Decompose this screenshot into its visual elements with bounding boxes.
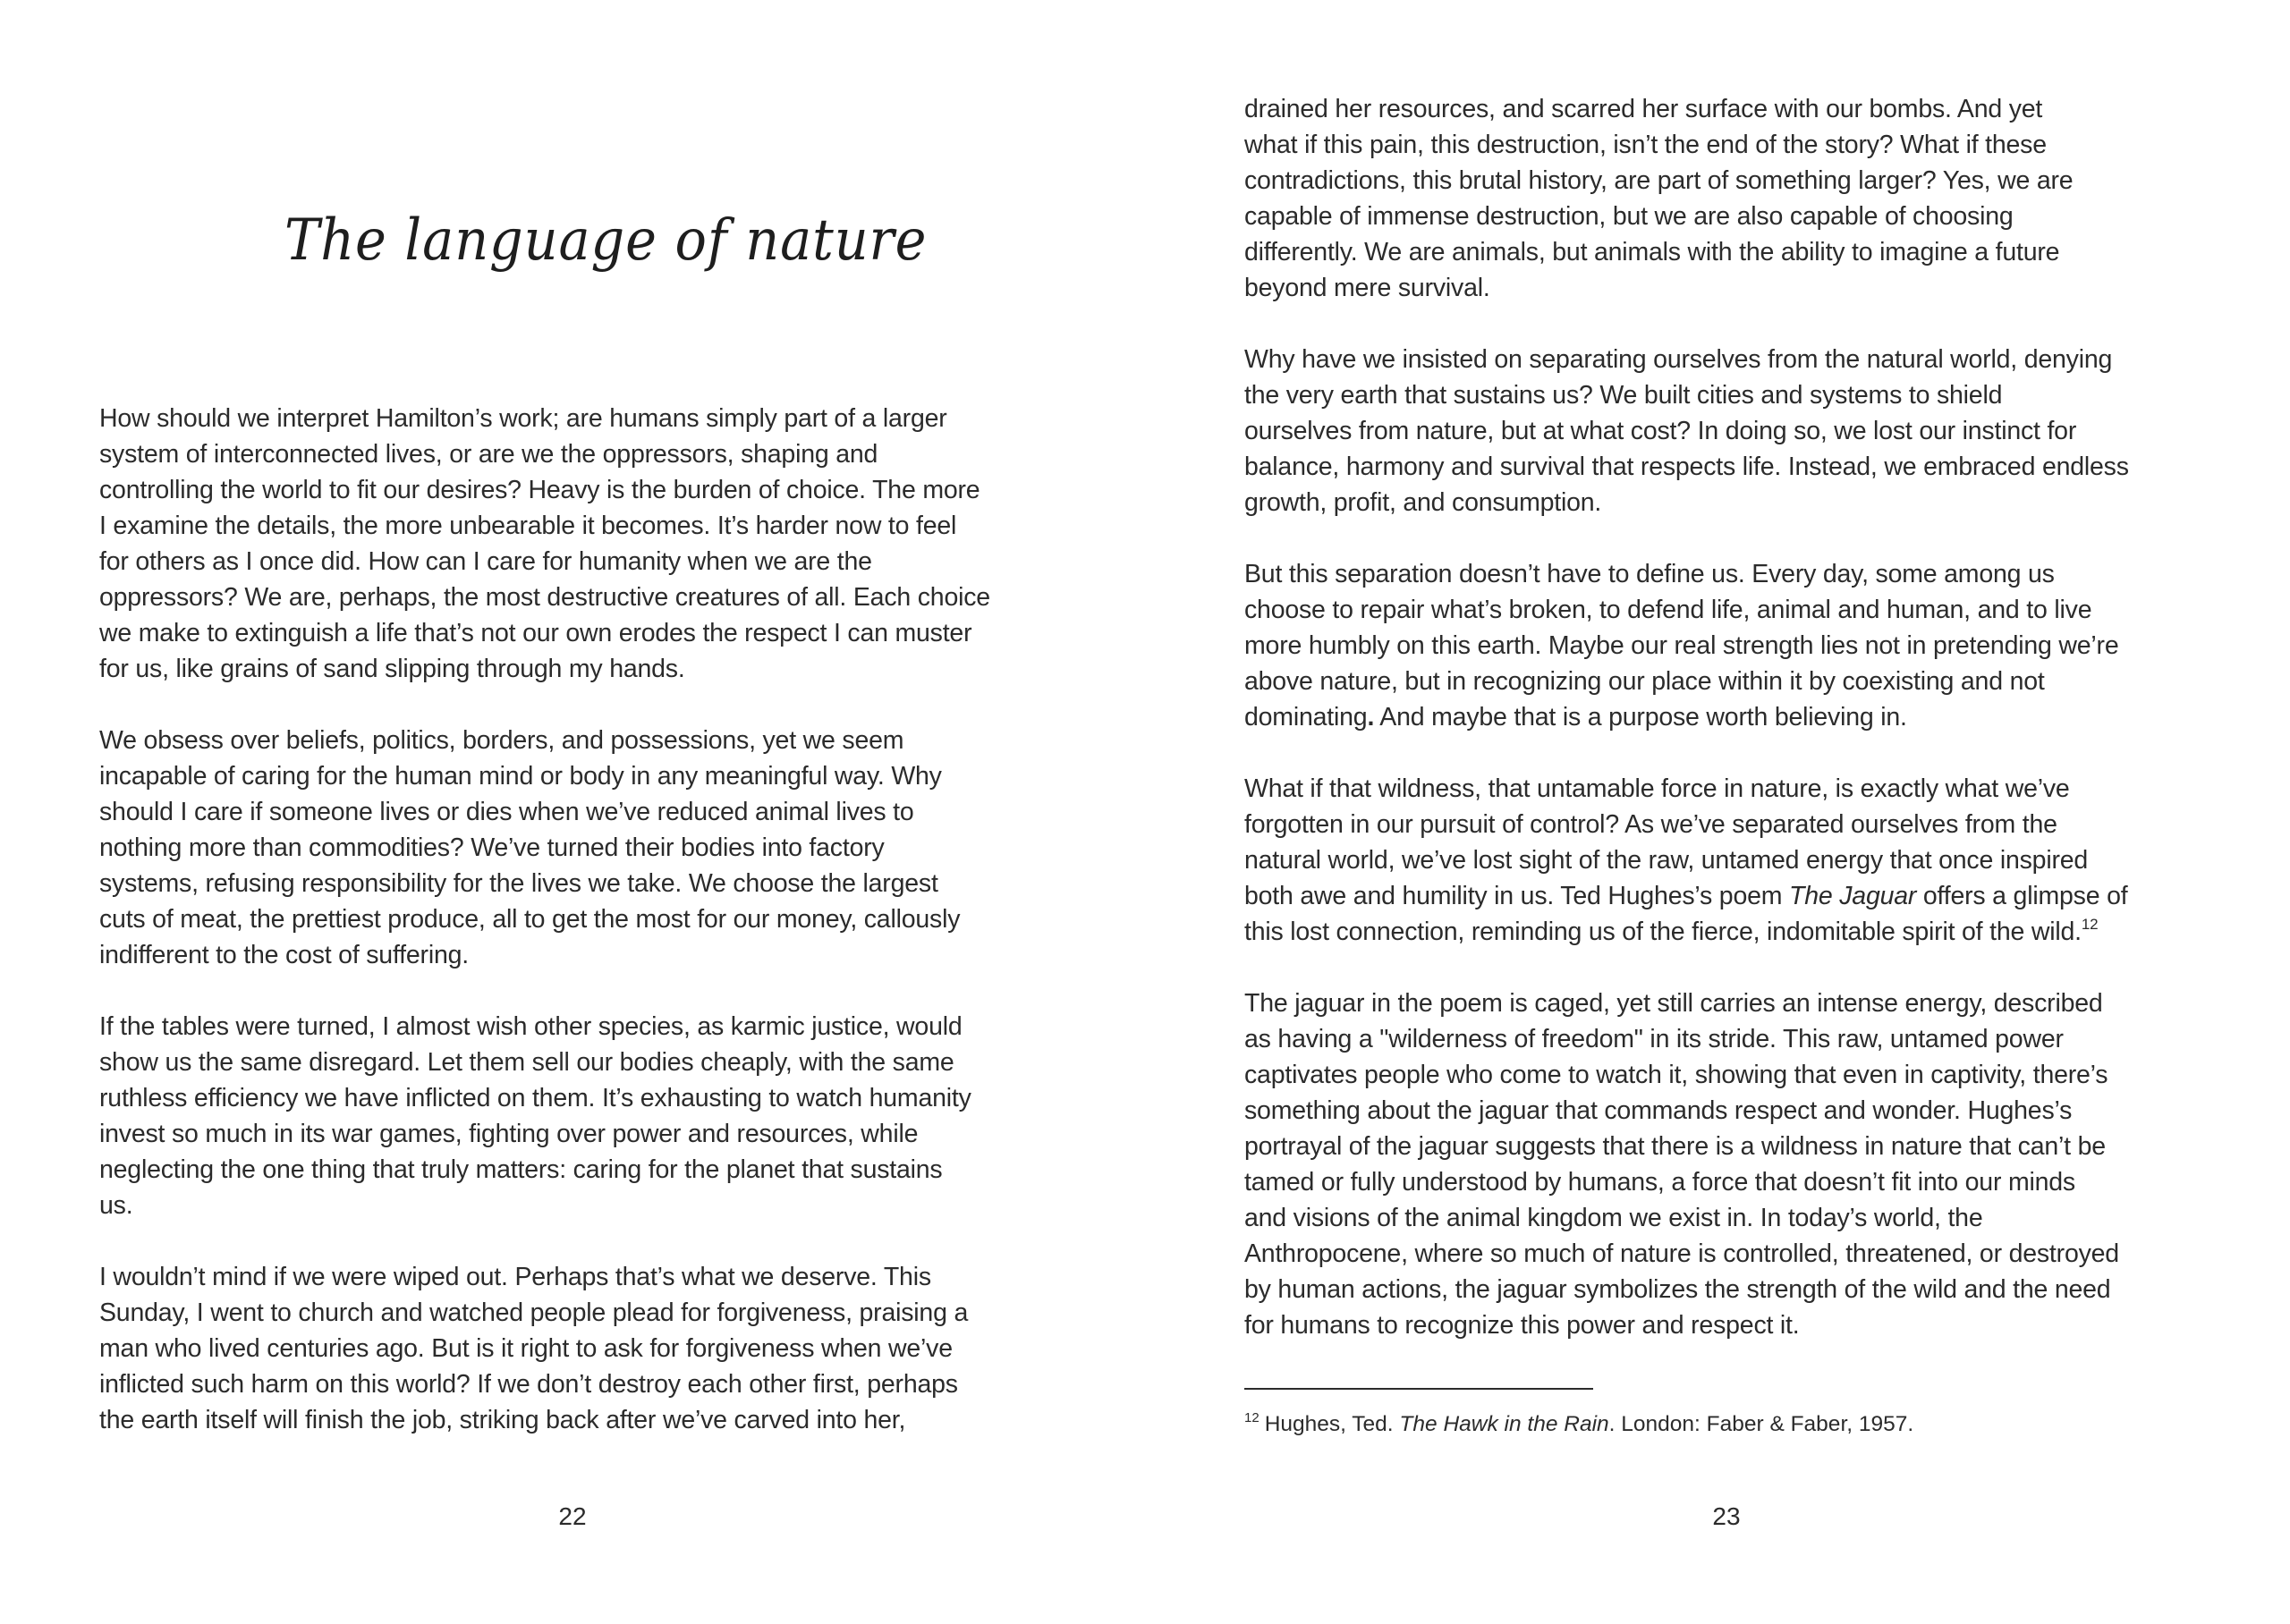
text-line: by human actions, the jaguar symbolizes the strength of the wild and the need	[1244, 1275, 2111, 1304]
text-line: captivates people who come to watch it, showing that even in captivity, there’s	[1244, 1061, 2108, 1089]
paragraph	[1244, 91, 2228, 306]
text-line: Why have we insisted on separating ourselves from the natural world, denying	[1244, 345, 2113, 374]
page-number: 23	[1712, 1502, 1741, 1530]
text-line: oppressors? We are, perhaps, the most destructive creatures of all. Each choice	[99, 583, 990, 612]
footnote-text: Hughes, Ted.	[1264, 1412, 1400, 1436]
text-run: both awe and humility in us. Ted Hughes’s poem	[1244, 882, 1790, 910]
text-line: inflicted such harm on this world? If we don’t destroy each other first, perhaps	[99, 1370, 958, 1399]
text-line: controlling the world to fit our desires? Heavy is the burden of choice. The more	[99, 476, 980, 504]
text-run: this lost connection, reminding us of the fierce, indomitable spirit of the wild.	[1244, 918, 2082, 946]
body-text	[99, 401, 1065, 1474]
footnote-reference[interactable]: 12	[2081, 916, 2099, 933]
footnote	[1244, 1409, 1913, 1440]
text-run: And maybe that is a purpose worth believing in.	[1374, 703, 1907, 732]
paragraph	[1244, 771, 2228, 950]
text-line: above nature, but in recognizing our place within it by coexisting and not	[1244, 667, 2045, 696]
paragraph	[1244, 342, 2228, 520]
text-line: for us, like grains of sand slipping through my hands.	[99, 655, 685, 683]
text-line: I examine the details, the more unbearable it becomes. It’s harder now to feel	[99, 512, 957, 540]
right-page	[1145, 0, 2290, 1624]
page-number: 22	[558, 1502, 587, 1530]
text-line: Anthropocene, where so much of nature is controlled, threatened, or destroyed	[1244, 1239, 2119, 1268]
text-line: Sunday, I went to church and watched people plead for forgiveness, praising a	[99, 1298, 969, 1327]
text-line: I wouldn’t mind if we were wiped out. Perhaps that’s what we deserve. This	[99, 1263, 931, 1291]
text-line: what if this pain, this destruction, isn’t the end of the story? What if these	[1244, 131, 2047, 159]
text-line: But this separation doesn’t have to define us. Every day, some among us	[1244, 560, 2055, 588]
text-line: balance, harmony and survival that respects life. Instead, we embraced endless	[1244, 453, 2129, 481]
footnote-text: . London: Faber & Faber, 1957.	[1608, 1412, 1914, 1436]
text-line: more humbly on this earth. Maybe our real strength lies not in pretending we’re	[1244, 631, 2119, 660]
text-line: invest so much in its war games, fighting over power and resources, while	[99, 1120, 919, 1148]
poem-title: The Jaguar	[1789, 882, 1917, 910]
text-line: something about the jaguar that commands respect and wonder. Hughes’s	[1244, 1096, 2073, 1125]
text-line: beyond mere survival.	[1244, 274, 1490, 302]
text-line: show us the same disregard. Let them sell our bodies cheaply, with the same	[99, 1048, 954, 1077]
paragraph	[99, 1009, 1065, 1223]
text-line: If the tables were turned, I almost wish other species, as karmic justice, would	[99, 1012, 963, 1041]
footnote-divider	[1244, 1388, 1593, 1390]
text-line	[1244, 699, 2228, 735]
text-line: The jaguar in the poem is caged, yet still carries an intense energy, described	[1244, 989, 2103, 1018]
text-line: portrayal of the jaguar suggests that there is a wildness in nature that can’t be	[1244, 1132, 2106, 1161]
text-line: indifferent to the cost of suffering.	[99, 941, 469, 969]
text-line: incapable of caring for the human mind or body in any meaningful way. Why	[99, 762, 942, 791]
text-line: tamed or fully understood by humans, a force that doesn’t fit into our minds	[1244, 1168, 2075, 1197]
text-line: How should we interpret Hamilton’s work; are humans simply part of a larger	[99, 404, 947, 433]
paragraph	[1244, 556, 2228, 735]
text-line: choose to repair what’s broken, to defend life, animal and human, and to live	[1244, 596, 2092, 624]
text-line: man who lived centuries ago. But is it right to ask for forgiveness when we’ve	[99, 1334, 953, 1363]
text-line: for others as I once did. How can I care for humanity when we are the	[99, 547, 872, 576]
text-line: the earth itself will finish the job, striking back after we’ve carved into her,	[99, 1406, 906, 1434]
text-line: should I care if someone lives or dies when we’ve reduced animal lives to	[99, 798, 914, 826]
text-line: and visions of the animal kingdom we exist in. In today’s world, the	[1244, 1204, 1983, 1232]
paragraph	[1244, 985, 2228, 1343]
text-line: ourselves from nature, but at what cost? In doing so, we lost our instinct for	[1244, 417, 2077, 445]
text-line: we make to extinguish a life that’s not our own erodes the respect I can muster	[99, 619, 972, 647]
text-line: nothing more than commodities? We’ve turned their bodies into factory	[99, 833, 885, 862]
paragraph	[99, 1259, 1065, 1438]
text-line: forgotten in our pursuit of control? As we’ve separated ourselves from the	[1244, 810, 2057, 839]
text-line	[1244, 878, 2228, 914]
paragraph	[99, 723, 1065, 973]
text-run: dominating	[1244, 703, 1368, 732]
book-title: The Hawk in the Rain	[1399, 1412, 1609, 1436]
text-line: systems, refusing responsibility for the lives we take. We choose the largest	[99, 869, 938, 898]
text-line: What if that wildness, that untamable force in nature, is exactly what we’ve	[1244, 774, 2070, 803]
text-line: contradictions, this brutal history, are part of something larger? Yes, we are	[1244, 166, 2074, 195]
text-line: us.	[99, 1191, 133, 1220]
text-line: natural world, we’ve lost sight of the raw, untamed energy that once inspired	[1244, 846, 2089, 875]
text-line: We obsess over beliefs, politics, borders, and possessions, yet we seem	[99, 726, 904, 755]
bold-period: .	[1367, 703, 1375, 732]
text-line: drained her resources, and scarred her surface with our bombs. And yet	[1244, 95, 2043, 123]
text-line: neglecting the one thing that truly matters: caring for the planet that sustains	[99, 1155, 943, 1184]
text-line: cuts of meat, the prettiest produce, all to get the most for our money, callously	[99, 905, 961, 934]
text-line: ruthless efficiency we have inflicted on them. It’s exhausting to watch humanity	[99, 1084, 971, 1112]
body-text	[1244, 91, 2228, 1379]
footnote-number: 12	[1244, 1410, 1260, 1425]
text-line: for humans to recognize this power and respect it.	[1244, 1311, 1800, 1340]
text-line: the very earth that sustains us? We built cities and systems to shield	[1244, 381, 2003, 410]
text-run: offers a glimpse of	[1916, 882, 2128, 910]
text-line: capable of immense destruction, but we are also capable of choosing	[1244, 202, 2014, 231]
paragraph	[99, 401, 1065, 687]
chapter-title: The language of nature	[284, 207, 928, 274]
text-line: system of interconnected lives, or are we the oppressors, shaping and	[99, 440, 878, 469]
text-line	[1244, 914, 2228, 950]
text-line: growth, profit, and consumption.	[1244, 488, 1602, 517]
text-line: as having a "wilderness of freedom" in its stride. This raw, untamed power	[1244, 1025, 2064, 1053]
text-line: differently. We are animals, but animals with the ability to imagine a future	[1244, 238, 2060, 266]
